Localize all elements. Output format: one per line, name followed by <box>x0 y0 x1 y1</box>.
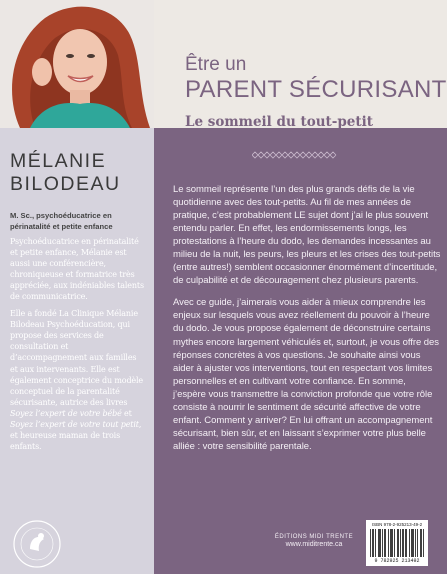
barcode-bar <box>385 529 386 557</box>
barcode-digits: 9 782925 213492 <box>374 558 420 564</box>
barcode-bar <box>423 529 424 557</box>
bio-paragraph <box>10 236 146 302</box>
barcode-bar <box>415 529 416 557</box>
barcode-bar <box>400 529 401 557</box>
barcode-bar <box>405 529 406 557</box>
bio-text: Psychoéducatrice en périnatalité et petite enfance, Mélanie est aussi une conférencière, chroniqueuse et formatrice très appréciée, aux indéniables talents de communicatrice. <box>10 237 144 302</box>
barcode-bar <box>413 529 414 557</box>
barcode-bar <box>391 529 392 557</box>
barcode-bar <box>397 529 398 557</box>
book-subtitle: Le sommeil du tout-petit <box>185 114 373 130</box>
barcode-bar <box>370 529 371 557</box>
book-title-reference: Soyez l’expert de votre tout petit <box>10 419 139 429</box>
publisher-website: www.miditrente.ca <box>285 541 343 548</box>
barcode-bar <box>398 529 399 557</box>
publisher-name: ÉDITIONS MIDI TRENTE <box>274 534 354 540</box>
decorative-divider <box>252 151 338 159</box>
barcode-bar <box>388 529 389 557</box>
barcode-bar <box>390 529 391 557</box>
barcode-bar <box>412 529 413 557</box>
bio-paragraph <box>10 308 146 452</box>
barcode-bar <box>373 529 374 557</box>
bio-text: et <box>121 408 132 418</box>
author-name <box>10 150 150 196</box>
barcode-bar <box>409 529 410 557</box>
author-photo <box>0 0 154 128</box>
description-paragraph: Le sommeil représente l’un des plus grands défis de la vie quotidienne avec des tout-petits. Au fil de mes années de pratique, c’est probablement LE sujet dont j’ai le plus souvent entendu parler. En effet, les endormissements longs, les protestations à l’heure du dodo, les demandes incessantes au milieu de la nuit, les peurs, les pleurs et les crises des tout-petits (entre autres!) semblent occasionner énormément d’incertitude, de culpabilité et de découragement chez plusieurs parents. <box>173 184 441 287</box>
barcode-bar <box>382 529 383 557</box>
author-portrait-image <box>0 0 154 128</box>
isbn-label: ISBN 978-2-925213-49-2 <box>371 522 423 527</box>
author-bio <box>10 236 146 458</box>
barcode-bar <box>375 529 376 557</box>
barcode-bar <box>392 529 393 557</box>
publisher-block <box>264 534 364 548</box>
barcode-bar <box>378 529 379 557</box>
author-credentials: M. Sc., psychoéducatrice en périnatalité et petite enfance <box>10 211 113 231</box>
barcode-bar <box>420 529 421 557</box>
bio-text: , et heureuse maman de trois enfants. <box>10 419 142 451</box>
book-title-reference: Soyez l’expert de votre bébé <box>10 408 122 418</box>
barcode-bar <box>411 529 412 557</box>
description-paragraph: Avec ce guide, j’aimerais vous aider à mieux comprendre les enjeux sur lesquels vous avez réellement du pouvoir à l’heure du dodo. Je vous propose également de déconstruire certains mythes encore largement véhiculés et, surtout, je vous offre des réponses concrètes à vos questions. Je souhaite ainsi vous aider à ajuster vos interventions, tout en respectant vos limites personnelles et en cultivant votre confiance. En somme, j’espère vous transmettre la conviction profonde que votre rôle consiste à nourrir le sentiment de sécurité affective de votre enfant. Comment y arriver? En lui offrant un accompagnement sécurisant, bien sûr, et en laissant s’exprimer votre plus belle alliée : votre sensibilité parentale. <box>173 297 439 452</box>
barcode-bar <box>421 529 422 557</box>
author-name-line2: BILODEAU <box>10 173 121 195</box>
barcode-bar <box>380 529 381 557</box>
barcode-bars <box>370 529 424 559</box>
barcode-bar <box>406 529 407 557</box>
barcode-bar <box>384 529 385 557</box>
certification-seal-icon <box>12 519 62 569</box>
barcode-bar <box>379 529 380 557</box>
author-name-line1: MÉLANIE <box>10 150 107 172</box>
barcode-bar <box>417 529 418 557</box>
barcode <box>366 520 428 566</box>
book-title-line2: PARENT SÉCURISANT <box>185 76 447 103</box>
barcode-bar <box>372 529 373 557</box>
book-description <box>173 183 441 462</box>
barcode-bar <box>403 529 404 557</box>
barcode-bar <box>394 529 395 557</box>
book-title-line1: Être un <box>185 54 247 75</box>
barcode-bar <box>402 529 403 557</box>
bio-text: Elle a fondé La Clinique Mélanie Bilodeau Psychoéducation, qui propose des services de consultation et d’accompagnement aux familles et aux intervenants. Elle est également conceptrice du modèle conceptuel de la parentalité sécurisante, autrice des livres <box>10 309 144 407</box>
